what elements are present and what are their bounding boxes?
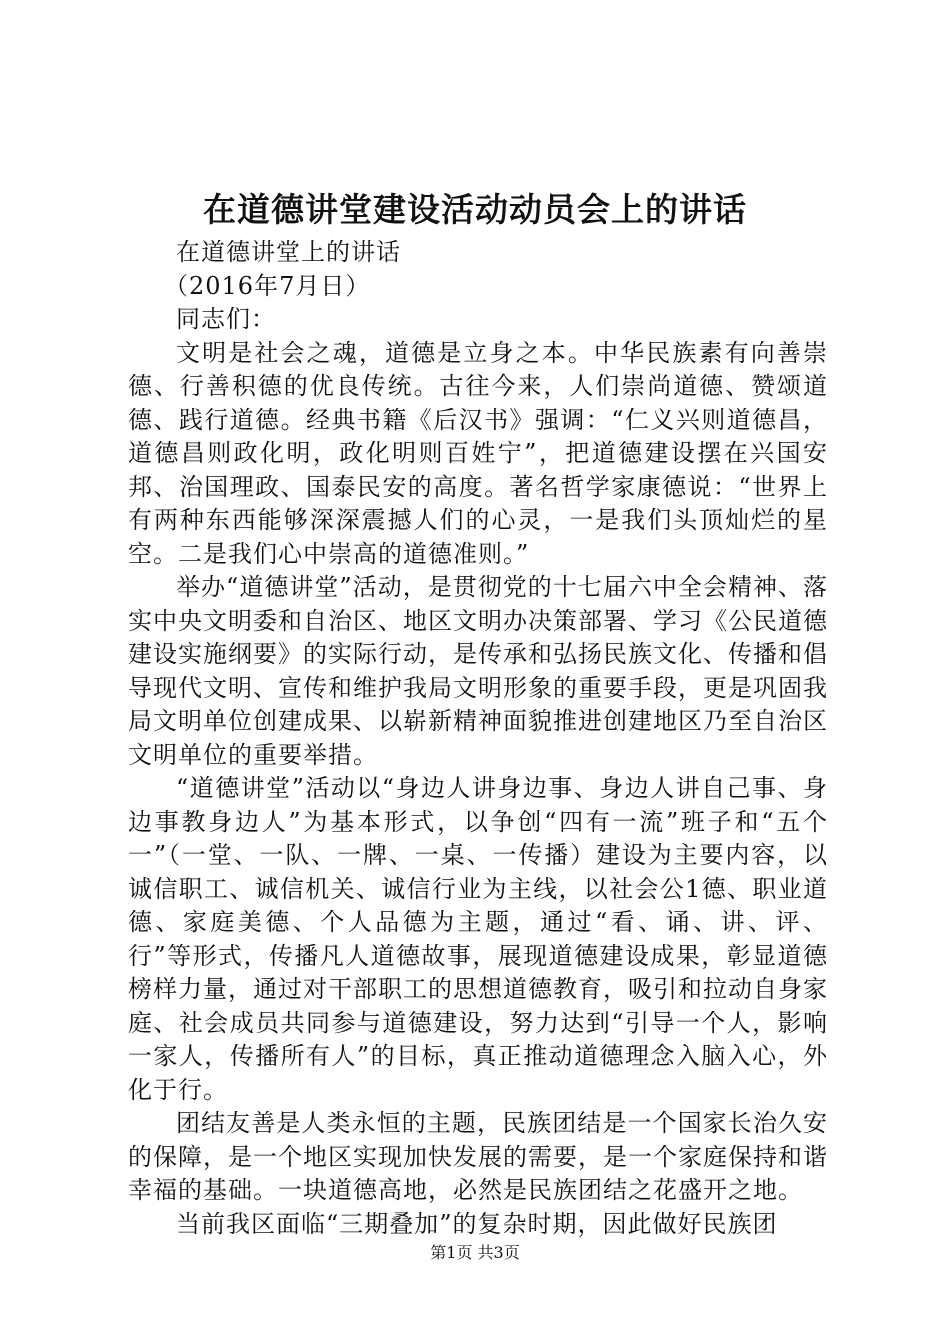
page-indicator: 第1页 共3页 [430,1243,520,1262]
document-title: 在道德讲堂建设活动动员会上的讲话 [203,190,747,229]
body-paragraph: 举办“道德讲堂”活动，是贯彻党的十七届六中全会精神、落实中央文明委和自治区、地区文明办决策部署、学习《公民道德建设实施纲要》的实际行动，是传承和弘扬民族文化、传播和倡导现代文明、宣传和维护我局文明形象的重要手段，更是巩固我局文明单位创建成果、以崭新精神面貌推进创建地区乃至自治区文明单位的重要举措。 [128,573,828,769]
body-paragraph: 文明是社会之魂，道德是立身之本。中华民族素有向善崇德、行善积德的优良传统。古往今来，人们崇尚道德、赞颂道德、践行道德。经典书籍《后汉书》强调：“仁义兴则道德昌，道德昌则政化明，政化明则百姓宁”，把道德建设摆在兴国安邦、治国理政、国泰民安的高度。著名哲学家康德说：“世界上有两种东西能够深深震撼人们的心灵，一是我们头顶灿烂的星空。二是我们心中崇高的道德准则。” [128,338,828,568]
document-body [128,236,828,1241]
body-paragraph: 团结友善是人类永恒的主题，民族团结是一个国家长治久安的保障，是一个地区实现加快发展的需要，是一个家庭保持和谐幸福的基础。一块道德高地，必然是民族团结之花盛开之地。 [128,1109,828,1204]
speech-date: （2016年7月日） [164,271,371,300]
speech-subtitle: 在道德讲堂上的讲话 [176,238,401,266]
salutation: 同志们： [176,305,276,333]
body-paragraph: 当前我区面临“三期叠加”的复杂时期，因此做好民族团 [176,1209,778,1238]
body-paragraph: “道德讲堂”活动以“身边人讲身边事、身边人讲自己事、身边事教身边人”为基本形式，以争创“四有一流”班子和“五个一”（一堂、一队、一牌、一桌、一传播）建设为主要内容，以诚信职工、诚信机关、诚信行业为主线，以社会公1德、职业道德、家庭美德、个人品德为主题，通过“看、诵、讲、评、行”等形式，传播凡人道德故事，展现道德建设成果，彰显道德榜样力量，通过对干部职工的思想道德教育，吸引和拉动自身家庭、社会成员共同参与道德建设，努力达到“引导一个人，影响一家人，传播所有人”的目标，真正推动道德理念入脑入心，外化于行。 [128,774,828,1104]
